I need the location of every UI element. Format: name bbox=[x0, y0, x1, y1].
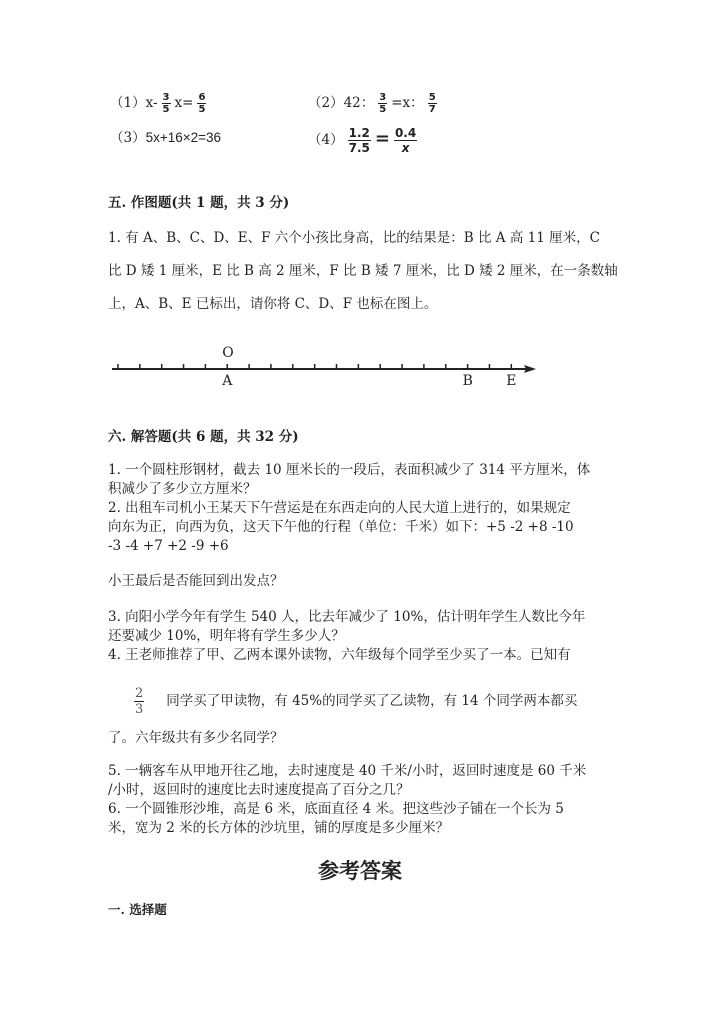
fraction bbox=[348, 126, 371, 155]
equation-3 bbox=[110, 128, 221, 148]
question-2-line: -3 -4 +7 +2 -9 +6 bbox=[108, 538, 229, 554]
numerator: 6 bbox=[198, 92, 206, 103]
denominator: 5 bbox=[379, 104, 387, 115]
point-label-b: B bbox=[462, 373, 473, 389]
fraction bbox=[134, 686, 144, 717]
question-1-line: 1. 一个圆柱形钢材，截去 10 厘米长的一段后，表面积减少了 314 平方厘米，体 bbox=[108, 462, 591, 478]
answers-title: 参考答案 bbox=[318, 858, 402, 883]
eq-label: （1） bbox=[110, 95, 146, 111]
eq-label: （4） bbox=[308, 132, 344, 148]
fraction bbox=[162, 92, 171, 115]
numerator: 0.4 bbox=[394, 126, 417, 140]
denominator: x bbox=[401, 141, 410, 155]
answers-subheading: 一. 选择题 bbox=[108, 902, 167, 917]
paragraph-line: 比 D 矮 1 厘米，E 比 B 高 2 厘米，F 比 B 矮 7 厘米，比 D 矮 2 厘米，在一条数轴 bbox=[108, 263, 618, 279]
question-5-line: /小时，返回时的速度比去时速度提高了百分之几？ bbox=[108, 782, 410, 798]
numerator: 5 bbox=[428, 92, 436, 103]
section-5-heading: 五. 作图题(共 1 题，共 3 分) bbox=[108, 195, 290, 211]
question-2-line: 小王最后是否能回到出发点？ bbox=[108, 573, 284, 589]
denominator: 5 bbox=[198, 104, 206, 115]
equation-2 bbox=[308, 92, 441, 115]
numerator: 3 bbox=[162, 92, 170, 103]
denominator: 3 bbox=[135, 702, 144, 717]
equation-1 bbox=[110, 92, 210, 115]
point-label-e: E bbox=[506, 373, 517, 389]
question-4-line: 了。六年级共有多少名同学？ bbox=[108, 730, 284, 746]
origin-label: O bbox=[222, 345, 234, 361]
equation-4 bbox=[308, 126, 421, 155]
question-5-line: 5. 一辆客车从甲地开往乙地，去时速度是 40 千米/小时，返回时速度是 60 千米 bbox=[108, 763, 587, 779]
point-label-a: A bbox=[222, 373, 233, 389]
paragraph-line: 上，A、B、E 已标出，请你将 C、D、F 也标在图上。 bbox=[108, 296, 438, 312]
denominator: 7.5 bbox=[348, 141, 370, 155]
eq-label: （2） bbox=[308, 95, 344, 111]
numerator: 3 bbox=[379, 92, 387, 103]
question-3-line: 3. 向阳小学今年有学生 540 人，比去年减少了 10%，估计明年学生人数比今年 bbox=[108, 609, 586, 625]
eq-text: x- bbox=[145, 95, 158, 111]
eq-text: 42： bbox=[343, 95, 375, 111]
numerator: 2 bbox=[135, 686, 144, 701]
question-1-line: 积减少了多少立方厘米？ bbox=[108, 481, 257, 497]
question-6-line: 6. 一个圆锥形沙堆，高是 6 米，底面直径 4 米。把这些沙子铺在一个长为 5 bbox=[108, 801, 564, 817]
question-3-line: 还要减少 10%，明年将有学生多少人？ bbox=[108, 628, 345, 644]
section-6-heading: 六. 解答题(共 6 题，共 32 分) bbox=[108, 429, 299, 445]
fraction bbox=[428, 92, 437, 115]
eq-label: （3） bbox=[110, 130, 146, 146]
fraction bbox=[394, 126, 417, 155]
equals-sign: = bbox=[374, 128, 390, 149]
question-4-line: 4. 王老师推荐了甲、乙两本课外读物，六年级每个同学至少买了一本。已知有 bbox=[108, 647, 571, 663]
paragraph-line: 1. 有 A、B、C、D、E、F 六个小孩比身高，比的结果是：B 比 A 高 11 厘米，C bbox=[108, 230, 600, 246]
denominator: 7 bbox=[428, 104, 436, 115]
eq-text: x= bbox=[174, 95, 194, 111]
number-line bbox=[0, 340, 720, 400]
question-4-line bbox=[130, 686, 577, 717]
fraction bbox=[197, 92, 206, 115]
eq-text: 5x+16×2=36 bbox=[145, 130, 222, 145]
question-2-line: 向东为正，向西为负，这天下午他的行程（单位：千米）如下：+5 -2 +8 -10 bbox=[108, 519, 574, 535]
question-4-text: 同学买了甲读物，有 45%的同学买了乙读物，有 14 个同学两本都买 bbox=[166, 693, 578, 709]
fraction bbox=[378, 92, 387, 115]
question-2-line: 2. 出租车司机小王某天下午营运是在东西走向的人民大道上进行的，如果规定 bbox=[108, 500, 571, 516]
eq-text: =x： bbox=[391, 95, 424, 111]
number-line-axis bbox=[0, 340, 720, 400]
denominator: 5 bbox=[162, 104, 170, 115]
numerator: 1.2 bbox=[348, 126, 370, 140]
question-6-line: 米，宽为 2 米的长方体的沙坑里，铺的厚度是多少厘米？ bbox=[108, 820, 450, 836]
